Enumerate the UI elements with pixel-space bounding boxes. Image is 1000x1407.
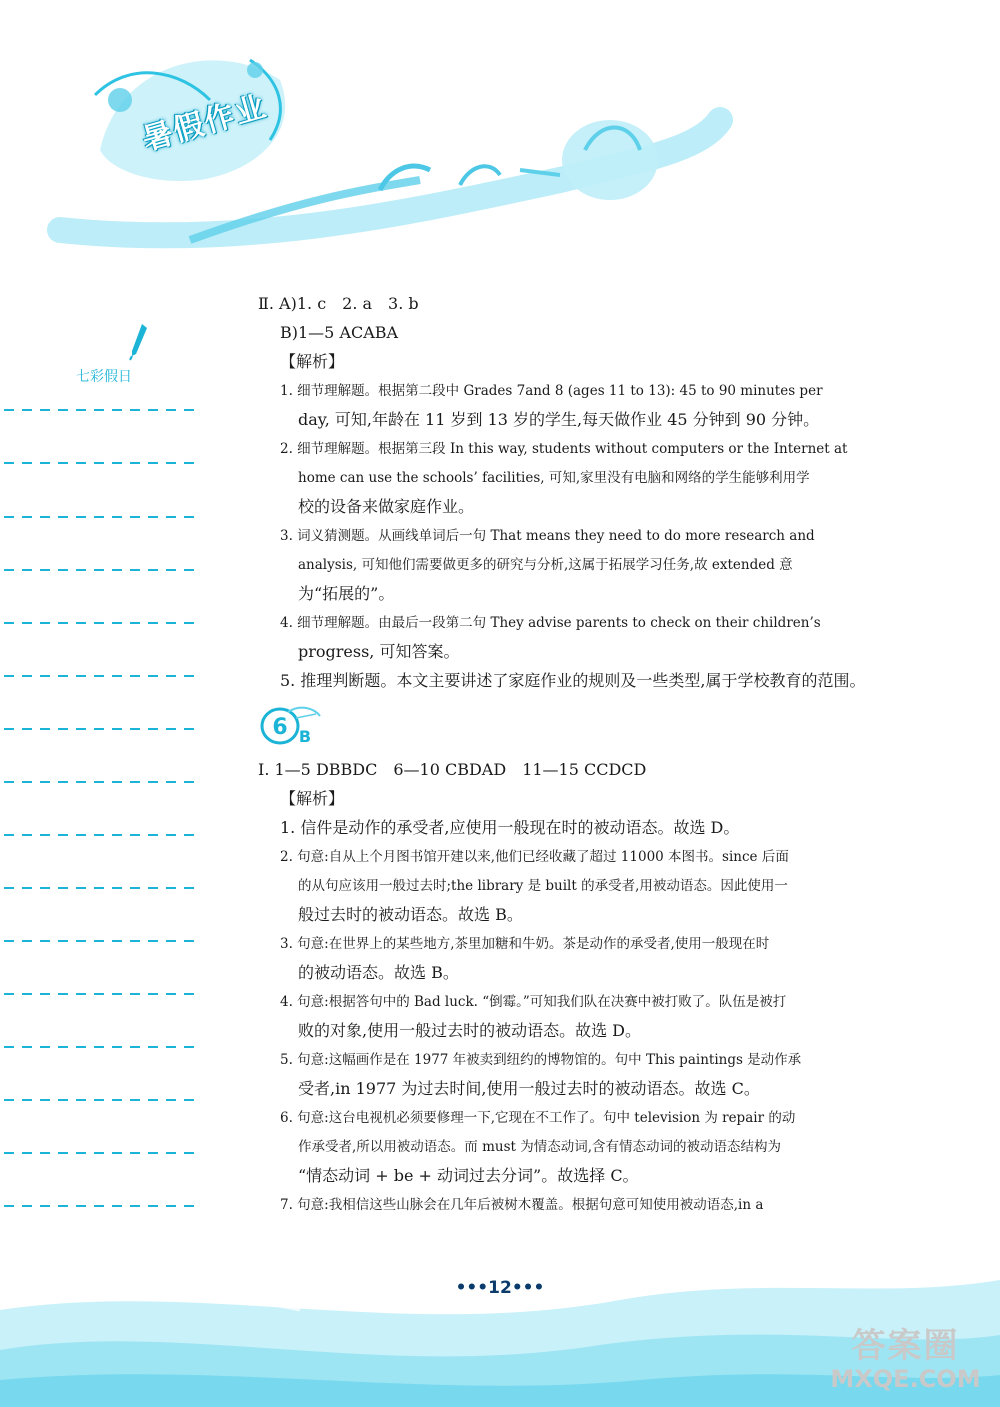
side-label: 七彩假日 [76, 369, 132, 385]
analysis-item: 4. 句意:根据答句中的 Bad luck. “倒霉。”可知我们队在决赛中被打败了。队伍是被打 [280, 994, 787, 1010]
analysis-item-cont: 的从句应该用一般过去时;the library 是 built 的承受者,用被动语态。因此使用一 [298, 878, 788, 894]
lesson-badge [258, 704, 326, 748]
analysis-heading: 【解析】 [280, 789, 345, 808]
answer-line: B)1—5 ACABA [280, 323, 399, 342]
analysis-item-cont: 为“拓展的”。 [298, 584, 395, 603]
analysis-item-cont: “情态动词 + be + 动词过去分词”。故选择 C。 [298, 1166, 639, 1185]
analysis-item-cont: 败的对象,使用一般过去时的被动语态。故选 D。 [298, 1021, 642, 1040]
watermark [818, 1318, 993, 1393]
analysis-item-cont: 受者,in 1977 为过去时间,使用一般过去时的被动语态。故选 C。 [298, 1079, 760, 1098]
analysis-item: 2. 句意:自从上个月图书馆开建以来,他们已经收藏了超过 11000 本图书。since 后面 [280, 849, 789, 865]
analysis-item: 3. 词义猜测题。从画线单词后一句 That means they need to do more research and [280, 528, 815, 544]
watermark-en: MXQE.COM [830, 1365, 981, 1393]
analysis-item: 6. 句意:这台电视机必须要修理一下,它现在不工作了。句中 television 为 repair 的动 [280, 1110, 796, 1126]
banner-title: 暑假作业 [138, 88, 272, 158]
analysis-item-cont: home can use the schools’ facilities, 可知,家里没有电脑和网络的学生能够利用学 [298, 470, 810, 486]
analysis-item-cont: 校的设备来做家庭作业。 [298, 497, 475, 516]
analysis-item: 5. 推理判断题。本文主要讲述了家庭作业的规则及一些类型,属于学校教育的范围。 [280, 671, 866, 690]
answer-line: Ⅱ. A)1. c 2. a 3. b [258, 294, 419, 313]
page-number: •••12••• [455, 1278, 545, 1298]
analysis-item-cont: progress, 可知答案。 [298, 642, 460, 661]
badge-number: 6 [272, 715, 288, 740]
watermark-cn: 答案圈 [851, 1326, 960, 1366]
analysis-item-cont: day, 可知,年龄在 11 岁到 13 岁的学生,每天做作业 45 分钟到 90 分钟。 [298, 410, 820, 429]
analysis-item: 4. 细节理解题。由最后一段第二句 They advise parents to check on their children’s [280, 615, 821, 631]
analysis-item-cont: 的被动语态。故选 B。 [298, 963, 459, 982]
analysis-item-cont: analysis, 可知他们需要做更多的研究与分析,这属于拓展学习任务,故 extended 意 [298, 557, 793, 573]
badge-letter: B [298, 727, 312, 746]
answer-line: Ⅰ. 1—5 DBBDC 6—10 CBDAD 11—15 CCDCD [258, 760, 647, 779]
analysis-item: 3. 句意:在世界上的某些地方,茶里加糖和牛奶。茶是动作的承受者,使用一般现在时 [280, 936, 770, 952]
analysis-item-cont: 作承受者,所以用被动语态。而 must 为情态动词,含有情态动词的被动语态结构为 [298, 1139, 782, 1155]
analysis-item: 1. 细节理解题。根据第二段中 Grades 7and 8 (ages 11 to 13): 45 to 90 minutes per [280, 383, 823, 399]
analysis-item: 5. 句意:这幅画作是在 1977 年被卖到纽约的博物馆的。句中 This paintings 是动作承 [280, 1052, 802, 1068]
analysis-item: 1. 信件是动作的承受者,应使用一般现在时的被动语态。故选 D。 [280, 818, 740, 837]
analysis-heading: 【解析】 [280, 352, 345, 371]
analysis-item: 2. 细节理解题。根据第三段 In this way, students without computers or the Internet at [280, 441, 848, 457]
analysis-item: 7. 句意:我相信这些山脉会在几年后被树木覆盖。根据句意可知使用被动语态,in a [280, 1197, 764, 1213]
note-lines [4, 0, 194, 1407]
analysis-item-cont: 般过去时的被动语态。故选 B。 [298, 905, 523, 924]
